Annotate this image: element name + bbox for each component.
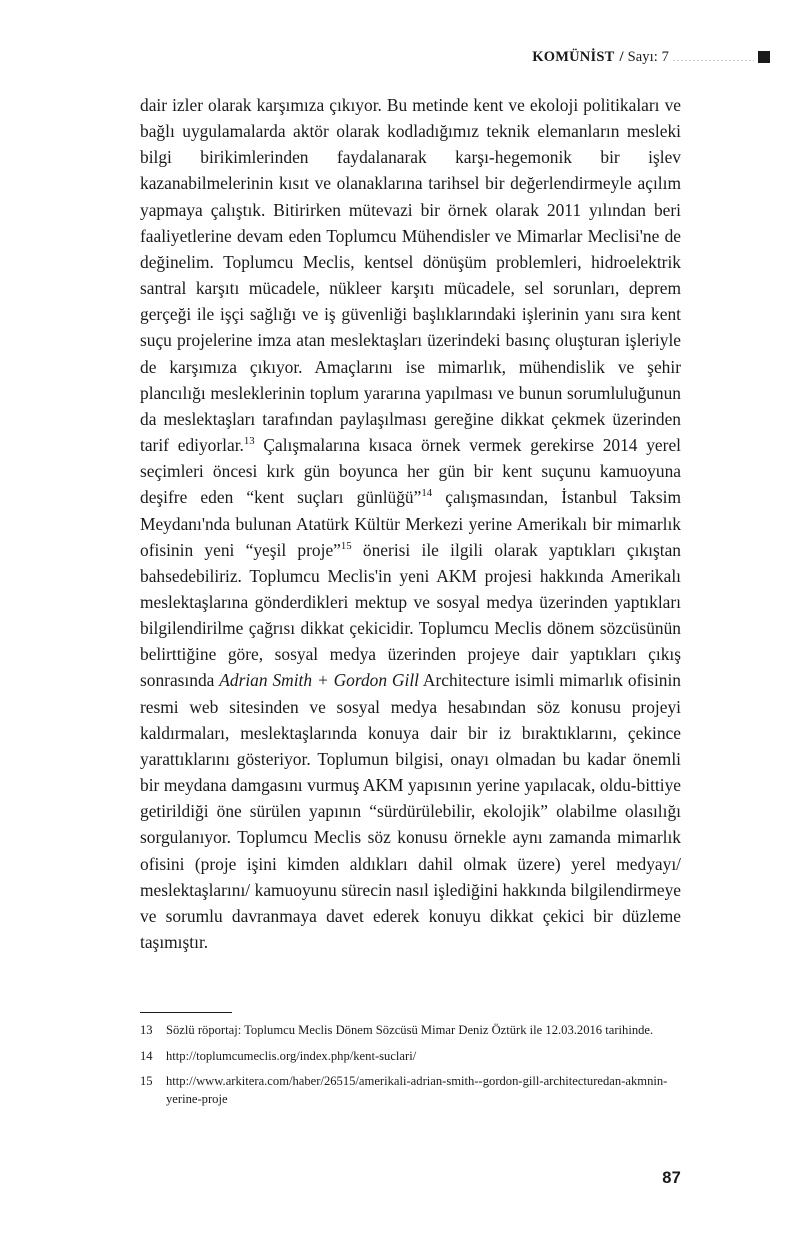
footnotes-section xyxy=(140,1012,681,1108)
footnote-item xyxy=(140,1073,681,1108)
dotted-leader xyxy=(672,60,754,61)
footnote-text: Sözlü röportaj: Toplumcu Meclis Dönem Sözcüsü Mimar Deniz Öztürk ile 12.03.2016 tarihinde. xyxy=(166,1023,654,1037)
footnote-item xyxy=(140,1022,681,1040)
body-paragraph xyxy=(140,92,681,955)
issue-number: Sayı: 7 xyxy=(627,48,669,65)
body-text-segment-3: çalışmasından, İstanbul Taksim Meydanı'nda bulunan Atatürk Kültür Merkezi yerine Amerikalı bir mimarlık ofisinin yeni “yeşil proje” xyxy=(140,487,682,560)
footnote-ref-15[interactable]: 15 xyxy=(340,539,352,552)
footnote-number: 14 xyxy=(140,1048,153,1063)
body-text-segment-1: dair izler olarak karşımıza çıkıyor. Bu metinde kent ve ekoloji politikaları ve bağlı uygulamalarda aktör olarak kodladığımız teknik elemanların mesleki bilgi birikimlerinden faydalanarak karşı-hegemonik bir işlev kazanabilmelerinin kısıt ve olanaklarına tarihsel bir değerlendirmeyle açılım yapmaya çalıştık. Bitirirken mütevazi bir örnek olarak 2011 yılından beri faaliyetlerine devam eden Toplumcu Mühendisler ve Mimarlar Meclisi'ne de değinelim. Toplumcu Meclis, kentsel dönüşüm problemleri, hidroelektrik santral karşıtı mücadele, nükleer karşıtı mücadele, sel sorunları, deprem gerçeği ile işçi sağlığı ve iş güvenliği başlıklarındaki işlerinin yanı sıra kent suçu projelerine imza atan meslektaşları üzerindeki basınç oluşturan işleriyle de karşımıza çıkıyor. Amaçlarını ise mimarlık, mühendislik ve şehir plancılığı mesleklerinin toplum yararına yapılması ve bunun sorumluluğunun da meslektaşları tarafından paylaşılması gereğine dikkat çekmek üzerinden tarif ediyorlar. xyxy=(140,95,681,456)
footnote-number: 15 xyxy=(140,1074,153,1089)
footnote-text[interactable]: http://toplumcumeclis.org/index.php/kent-suclari/ xyxy=(166,1048,417,1063)
footnote-number: 13 xyxy=(140,1023,153,1037)
footnote-ref-13[interactable]: 13 xyxy=(243,435,255,448)
italic-firm-name: Adrian Smith + Gordon Gill xyxy=(219,670,419,691)
body-text-segment-5: Architecture isimli mimarlık ofisinin resmi web sitesinden ve sosyal medya hesabından söz konusu projeyi kaldırmaları, meslektaşlarında konuya dair bir iz bıraktıklarını, çekince yarattıklarını gösteriyor. Toplumun bilgisi, onayı olmadan bu kadar önemli bir meydana damgasını vurmuş AKM yapısının yerine yapılacak, oldu-bittiye getirildiği öne sürülen yapının “sürdürülebilir, ekolojik” olabilme olasılığı sorgulanıyor. Toplumcu Meclis söz konusu örnekle aynı zamanda mimarlık ofisini (proje işini kimden aldıkları dahil olmak üzere) yerel medyayı/ meslektaşlarını/ kamuoyunu sürecin nasıl işlediğini hakkında bilgilendirmeye ve sorumlu davranmaya davet ederek konuyu dikkat çekici bir düzleme taşımıştır. xyxy=(140,670,682,952)
header-separator: / xyxy=(619,48,624,65)
body-text-segment-4: önerisi ile ilgili olarak yaptıkları çıkıştan bahsedebiliriz. Toplumcu Meclis'in yeni AKM projesi hakkında Amerikalı meslektaşlarına gönderdikleri mektup ve sosyal medya üzerinden yaptıkları bilgilendirilme çağrısı dikkat çekicidir. Toplumcu Meclis dönem sözcüsünün belirttiğine göre, sosyal medya üzerinden projeye dair yaptıkları çıkış sonrasında xyxy=(140,539,681,691)
journal-title: KOMÜNİST xyxy=(532,48,615,65)
footnote-text[interactable]: http://www.arkitera.com/haber/26515/amerikali-adrian-smith--gordon-gill-architecturedan-akmnin-yerine-proje xyxy=(166,1074,668,1106)
body-column xyxy=(140,92,681,955)
filled-square-icon xyxy=(758,51,770,63)
body-text-segment-2: Çalışmalarına kısaca örnek vermek gerekirse 2014 yerel seçimleri öncesi kırk gün boyunca her gün bir kent suçunu kamuoyuna deşifre eden “kent suçları günlüğü” xyxy=(140,435,681,508)
page-number: 87 xyxy=(662,1169,681,1187)
footnote-item xyxy=(140,1048,681,1066)
footnote-separator-rule xyxy=(140,1012,232,1013)
running-header xyxy=(140,44,770,70)
footnote-ref-14[interactable]: 14 xyxy=(421,487,433,500)
